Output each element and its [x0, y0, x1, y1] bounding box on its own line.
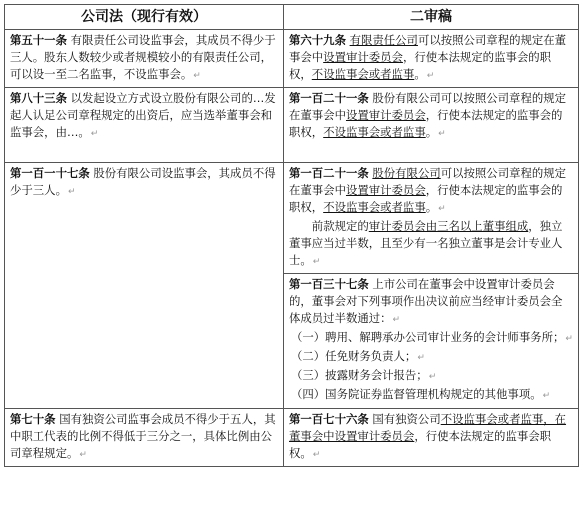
article-text: 。: [414, 67, 426, 81]
underlined-text: 不设监事会或者监事: [311, 67, 415, 81]
article-number: 第五十一条: [10, 33, 67, 47]
article-text: 上市公司在董事会中设置审计委员会的，董事会对下列事项作出决议前应当经审计委员会全体成员过半数通过：: [289, 277, 563, 325]
article-number: 第八十三条: [10, 91, 67, 105]
list-item-text: （一）聘用、解聘承办公司审计业务的会计师事务所；: [291, 330, 565, 344]
table-row: [5, 30, 579, 88]
list-item: [289, 386, 573, 405]
header-current-law: 公司法（现行有效）: [5, 5, 284, 30]
article-text: 股份有限公司设监事会，其成员不得少于三人。: [10, 166, 276, 197]
list-item-text: （四）国务院证券监督管理机构规定的其他事项。: [291, 387, 542, 401]
article-text: 。: [425, 125, 438, 139]
article-number: 第一百二十一条: [289, 166, 369, 180]
underlined-text: 审计委员会由三名以上董事组成: [368, 219, 529, 233]
current-cell: [5, 30, 284, 88]
underlined-text: 不设监事会或者监事，在董事会中设置审计委员会: [289, 412, 567, 443]
current-cell: [5, 409, 284, 467]
comparison-table: [4, 4, 579, 467]
article-text: 可以按照公司章程的规定在董事会中: [289, 166, 567, 197]
paragraph-mark-icon: ↵: [312, 257, 321, 267]
article-text: 。: [425, 200, 438, 214]
paragraph-mark-icon: ↵: [312, 450, 321, 460]
paragraph-mark-icon: ↵: [542, 391, 551, 401]
article-text: ，行使本法规定的监事会的职权，: [289, 50, 552, 81]
paragraph-mark-icon: ↵: [67, 187, 76, 197]
underlined-text: 不设监事会或者监事: [323, 200, 426, 214]
article-text: 前款规定的: [311, 219, 369, 233]
header-second-draft: 二审稿: [284, 5, 579, 30]
paragraph: [289, 218, 573, 271]
underlined-text: 不设监事会或者监事: [323, 125, 426, 139]
underlined-text: 设置审计委员会: [323, 50, 403, 64]
paragraph-mark-icon: ↵: [193, 71, 201, 81]
table-row: [5, 163, 579, 274]
article-text: 股份有限公司可以按照公司章程的规定在董事会中: [289, 91, 567, 122]
article-text: 国有独资公司监事会成员不得少于五人，其中职工代表的比例不得低于三分之一，具体比例由公司章程规定。: [10, 412, 276, 460]
article-text: 可以按照公司章程的规定在董事会中: [289, 33, 567, 64]
list-item-text: （三）披露财务会计报告；: [291, 368, 428, 382]
draft-cell: [284, 30, 579, 88]
article-text: 国有独资公司: [368, 412, 441, 426]
draft-cell: [284, 274, 579, 409]
article-number: 第七十条: [10, 412, 56, 426]
article-text: ，行使本法规定的监事会职权。: [289, 429, 552, 460]
paragraph-mark-icon: ↵: [392, 315, 401, 325]
draft-cell: [284, 163, 579, 274]
article-text: 以发起设立方式设立股份有限公司的…发起人认足公司章程规定的出资后，应当选举董事会和监事会，由…。: [10, 91, 276, 139]
list-item: [289, 367, 573, 386]
underlined-text: 股份有限公司: [372, 166, 441, 180]
paragraph-mark-icon: ↵: [90, 129, 99, 139]
table-row: [5, 409, 579, 467]
paragraph-mark-icon: ↵: [426, 71, 435, 81]
article-number: 第一百三十七条: [289, 277, 369, 291]
underlined-text: 设置审计委员会: [345, 108, 426, 122]
list-item: [289, 348, 573, 367]
article-number: 第一百二十一条: [289, 91, 369, 105]
article-text: 有限责任公司设监事会，其成员不得少于三人。股东人数较少或者规模较小的有限责任公司，可以设一至二名监事，不设监事会。: [10, 33, 276, 81]
paragraph-mark-icon: ↵: [79, 450, 87, 460]
article-text: ，行使本法规定的监事会的职权，: [289, 108, 563, 139]
underlined-text: 有限责任公司: [349, 33, 418, 47]
table-row: [5, 88, 579, 163]
current-cell: [5, 88, 284, 163]
paragraph-mark-icon: ↵: [438, 204, 446, 214]
table-header-row: [5, 5, 579, 30]
article-text: ，行使本法规定的监事会的职权，: [289, 183, 563, 214]
article-number: 第一百七十六条: [289, 412, 369, 426]
list-item-text: （二）任免财务负责人；: [291, 349, 417, 363]
current-cell: [5, 163, 284, 409]
paragraph-mark-icon: ↵: [417, 353, 425, 363]
paragraph-mark-icon: ↵: [438, 129, 446, 139]
article-number: 第一百一十七条: [10, 166, 90, 180]
article-number: 第六十九条: [289, 33, 346, 47]
list-item: [289, 329, 573, 348]
paragraph-mark-icon: ↵: [428, 372, 437, 382]
underlined-text: 设置审计委员会: [345, 183, 426, 197]
article-text: ，独立董事应当过半数，且至少有一名独立董事是会计专业人士。: [289, 219, 563, 267]
draft-cell: [284, 88, 579, 163]
paragraph-mark-icon: ↵: [565, 334, 573, 344]
draft-cell: [284, 409, 579, 467]
